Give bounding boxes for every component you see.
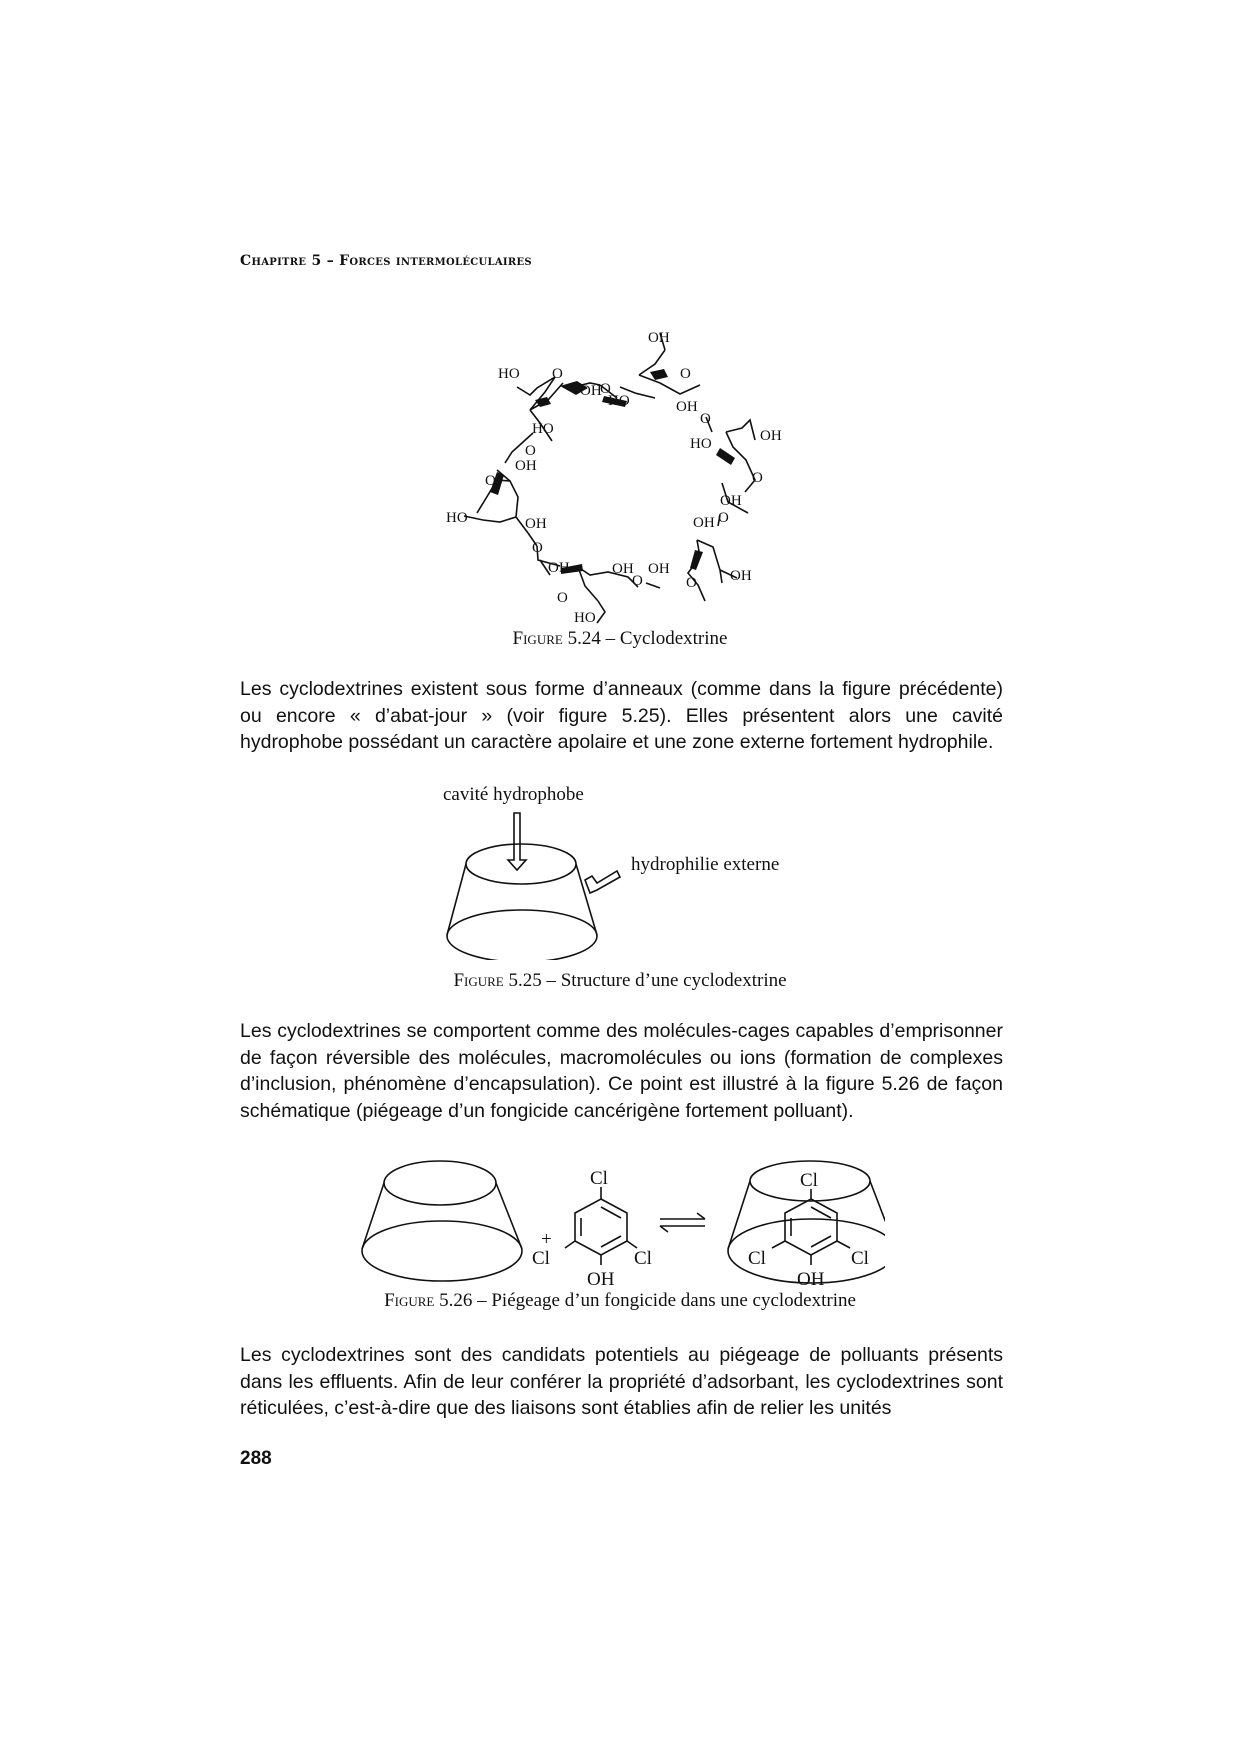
atom-o: O — [525, 443, 536, 459]
label-hydrophilie: hydrophilie externe — [631, 854, 780, 875]
atom-o: O — [680, 366, 691, 382]
figure-5-25 — [430, 780, 830, 960]
atom-cl: Cl — [748, 1248, 766, 1269]
page-number: 288 — [240, 1448, 272, 1469]
figure-5-24 — [440, 325, 800, 625]
atom-oh: OH — [693, 515, 715, 531]
atom-oh: OH — [525, 516, 547, 532]
atom-o: O — [718, 510, 729, 526]
caption-text: 5.24 – Cyclodextrine — [567, 628, 728, 649]
atom-oh: OH — [580, 383, 602, 399]
atom-ho: HO — [446, 510, 468, 526]
atom-o: O — [700, 411, 711, 427]
atom-oh: OH — [797, 1269, 825, 1290]
atom-cl: Cl — [532, 1248, 550, 1269]
figure-5-24-caption — [240, 628, 1000, 650]
atom-o: O — [752, 470, 763, 486]
atom-oh: OH — [720, 493, 742, 509]
caption-text: 5.26 – Piégeage d’un fongicide dans une cyclodextrine — [439, 1290, 856, 1311]
atom-oh: OH — [648, 330, 670, 346]
label-cavite: cavité hydrophobe — [443, 784, 584, 805]
atom-o: O — [532, 540, 543, 556]
atom-oh: OH — [587, 1269, 615, 1290]
atom-oh: OH — [515, 458, 537, 474]
plus-sign: + — [541, 1229, 552, 1250]
atom-oh: OH — [612, 561, 634, 577]
atom-cl: Cl — [800, 1170, 818, 1191]
atom-cl: Cl — [851, 1248, 869, 1269]
chapter-header: Chapitre 5 – Forces intermoléculaires — [240, 253, 532, 269]
atom-o: O — [552, 366, 563, 382]
figure-5-26 — [355, 1155, 885, 1300]
atom-oh: OH — [760, 428, 782, 444]
atom-ho: HO — [498, 366, 520, 382]
atom-oh: OH — [730, 568, 752, 584]
figure-label: Figure — [384, 1290, 435, 1311]
cyclodextrin-structure — [440, 325, 800, 625]
atom-o: O — [600, 381, 611, 397]
atom-o: O — [557, 590, 568, 606]
lampshade-diagram — [430, 780, 830, 960]
atom-oh: OH — [648, 561, 670, 577]
figure-label: Figure — [512, 628, 563, 649]
atom-o: O — [686, 575, 697, 591]
figure-label: Figure — [453, 970, 504, 991]
atom-oh: OH — [676, 399, 698, 415]
paragraph-3: Les cyclodextrines sont des candidats potentiels au piégeage de polluants présents dans les effluents. Afin de leur conférer la propriété d’adsorbant, les cyclodextrines sont réticulées, c’est-à-dire que des liaisons sont établies afin de relier les unités — [240, 1344, 1003, 1419]
inclusion-complex-diagram — [355, 1155, 885, 1300]
atom-ho: HO — [574, 610, 596, 625]
atom-o: O — [485, 473, 496, 489]
figure-5-25-caption — [240, 970, 1000, 992]
paragraph-1: Les cyclodextrines existent sous forme d’anneaux (comme dans la figure précédente) ou encore « d’abat-jour » (voir figure 5.25). Elles présentent alors une cavité hydrophobe possédant un caractère apolaire et une zone externe fortement hydrophile. — [240, 678, 1003, 753]
atom-ho: HO — [690, 436, 712, 452]
atom-cl: Cl — [634, 1248, 652, 1269]
paragraph-2: Les cyclodextrines se comportent comme des molécules-cages capables d’emprisonner de façon réversible des molécules, macromolécules ou ions (formation de complexes d’inclusion, phénomène d’encapsulation). Ce point est illustré à la figure 5.26 de façon schématique (piégeage d’un fongicide cancérigène fortement polluant). — [240, 1020, 1003, 1122]
atom-oh: OH — [548, 560, 570, 576]
atom-ho: HO — [608, 393, 630, 409]
atom-cl: Cl — [590, 1168, 608, 1189]
atom-o: O — [632, 573, 643, 589]
caption-text: 5.25 – Structure d’une cyclodextrine — [508, 970, 787, 991]
figure-5-26-caption — [240, 1290, 1000, 1312]
atom-ho: HO — [532, 421, 554, 437]
